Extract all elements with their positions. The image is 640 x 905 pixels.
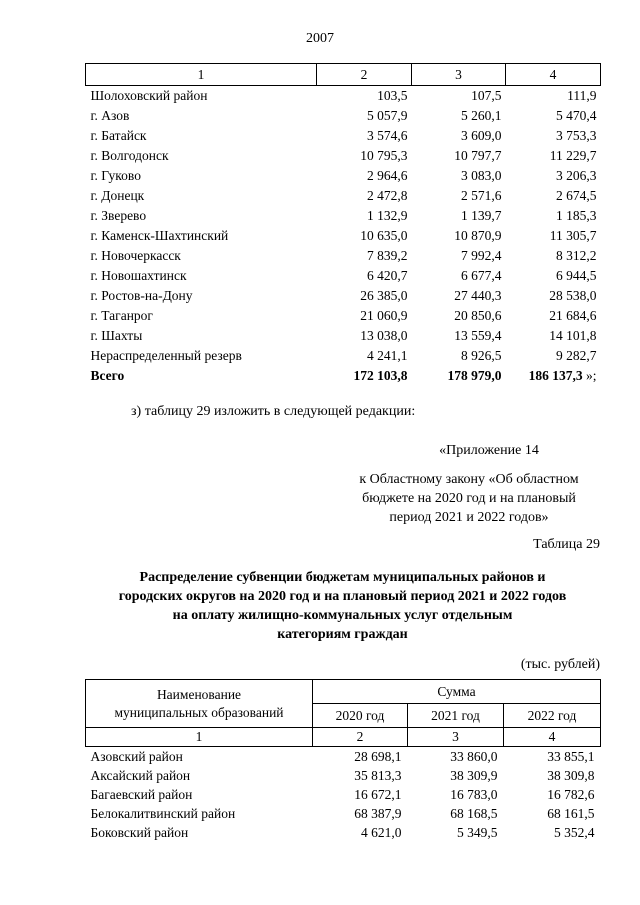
table-row (86, 166, 601, 186)
column-number: 4 (504, 728, 601, 747)
table-number: Таблица 29 (533, 537, 600, 552)
amount-cell: 3 206,3 (556, 168, 597, 183)
municipality-name: г. Таганрог (90, 308, 153, 323)
subvention-table-continued (85, 63, 601, 386)
amount-cell: 1 132,9 (367, 208, 408, 223)
table-row (86, 823, 601, 842)
units-note: (тыс. рублей) (520, 657, 600, 672)
sum-header: Сумма (313, 680, 601, 704)
table-row (86, 804, 601, 823)
amount-cell: 20 850,6 (454, 308, 502, 323)
amount-cell: 4 241,1 (367, 348, 408, 363)
table-row (86, 286, 601, 306)
amount-cell: 68 168,5 (450, 806, 498, 821)
amount-cell: 3 609,0 (461, 128, 502, 143)
appendix-heading: «Приложение 14 (439, 443, 539, 458)
column-number: 3 (408, 728, 504, 747)
municipality-name: г. Каменск-Шахтинский (90, 228, 229, 243)
total-row (86, 366, 601, 386)
column-number: 1 (86, 728, 313, 747)
table-row (86, 766, 601, 785)
appendix-line: бюджете на 2020 год и на плановый (362, 491, 576, 506)
amount-cell: 28 698,1 (354, 749, 402, 764)
amount-cell: 3 083,0 (461, 168, 502, 183)
amount-cell: 26 385,0 (360, 288, 408, 303)
amount-cell: 10 870,9 (454, 228, 502, 243)
amount-cell: 33 860,0 (450, 749, 498, 764)
appendix-reference (338, 441, 600, 527)
amount-cell: 1 139,7 (461, 208, 502, 223)
amount-cell: 10 635,0 (360, 228, 408, 243)
header-line: Наименование (156, 686, 242, 702)
amount-cell: 4 621,0 (361, 825, 402, 840)
municipality-name: г. Шахты (90, 328, 143, 343)
amount-cell: 33 855,1 (547, 749, 595, 764)
municipality-name: г. Волгодонск (90, 148, 169, 163)
table-row (86, 226, 601, 246)
amount-cell: 107,5 (471, 88, 502, 103)
amount-cell: 10 795,3 (360, 148, 408, 163)
municipality-name: Аксайский район (90, 768, 191, 783)
amount-cell: 5 470,4 (556, 108, 597, 123)
municipality-name: Багаевский район (90, 787, 193, 802)
table-row (86, 146, 601, 166)
municipality-name: Азовский район (90, 749, 183, 764)
title-line: Распределение субвенции бюджетам муниципальных районов и (139, 570, 546, 585)
amount-cell: 9 282,7 (556, 348, 597, 363)
amount-cell: 10 797,7 (454, 148, 502, 163)
amount-cell: 3 574,6 (367, 128, 408, 143)
municipality-name: г. Новочеркасск (90, 248, 181, 263)
year-header: 2022 год (504, 704, 601, 728)
table-row (86, 266, 601, 286)
amount-cell: 68 161,5 (547, 806, 595, 821)
amount-cell: 5 352,4 (554, 825, 595, 840)
amount-cell: 13 559,4 (454, 328, 502, 343)
table-row (86, 126, 601, 146)
total-2020: 172 103,8 (353, 368, 408, 383)
amount-cell: 38 309,9 (450, 768, 498, 783)
municipality-name: г. Гуково (90, 168, 141, 183)
municipality-name: г. Ростов-на-Дону (90, 288, 193, 303)
amount-cell: 7 839,2 (367, 248, 408, 263)
amount-cell: 14 101,8 (549, 328, 597, 343)
table-row (86, 326, 601, 346)
municipality-name: Нераспределенный резерв (90, 348, 242, 363)
table-row (86, 186, 601, 206)
page-number: 2007 (306, 31, 334, 46)
header-line: муниципальных образований (114, 704, 284, 720)
table-row (86, 246, 601, 266)
column-number: 2 (317, 64, 412, 86)
amount-cell: 68 387,9 (354, 806, 402, 821)
column-number: 3 (412, 64, 506, 86)
municipality-name: г. Батайск (90, 128, 147, 143)
table-row (86, 86, 601, 107)
year-header: 2021 год (408, 704, 504, 728)
municipality-name: г. Зверево (90, 208, 147, 223)
year-header: 2020 год (313, 704, 408, 728)
amount-cell: 6 944,5 (556, 268, 597, 283)
municipality-name: г. Азов (90, 108, 130, 123)
total-label: Всего (90, 368, 125, 383)
column-number: 2 (313, 728, 408, 747)
amount-cell: 111,9 (567, 88, 597, 103)
municipality-name: г. Новошахтинск (90, 268, 187, 283)
amount-cell: 8 926,5 (461, 348, 502, 363)
amount-cell: 38 309,8 (547, 768, 595, 783)
total-2022: 186 137,3 (528, 368, 583, 383)
amount-cell: 16 672,1 (354, 787, 402, 802)
municipality-name: г. Донецк (90, 188, 145, 203)
column-number: 1 (86, 64, 317, 86)
amount-cell: 5 057,9 (367, 108, 408, 123)
amount-cell: 21 060,9 (360, 308, 408, 323)
name-column-header (86, 680, 313, 728)
table-header-row (86, 64, 601, 86)
amount-cell: 21 684,6 (549, 308, 597, 323)
subvention-distribution-table (85, 679, 601, 842)
table-title (85, 568, 600, 644)
amount-cell: 103,5 (377, 88, 408, 103)
appendix-line: период 2021 и 2022 годов» (389, 510, 549, 525)
title-line: категориям граждан (277, 627, 408, 642)
municipality-name: Боковский район (90, 825, 189, 840)
amount-cell: 2 571,6 (461, 188, 502, 203)
amount-cell: 16 783,0 (450, 787, 498, 802)
amount-cell: 2 674,5 (556, 188, 597, 203)
table-row (86, 346, 601, 366)
title-line: на оплату жилищно-коммунальных услуг отдельным (172, 608, 513, 623)
total-2021: 178 979,0 (447, 368, 502, 383)
title-line: городских округов на 2020 год и на плановый период 2021 и 2022 годов (118, 589, 567, 604)
amount-cell: 1 185,3 (556, 208, 597, 223)
column-number: 4 (506, 64, 601, 86)
amount-cell: 6 677,4 (461, 268, 502, 283)
amount-cell: 8 312,2 (556, 248, 597, 263)
amount-cell: 2 472,8 (367, 188, 408, 203)
municipality-name: Шолоховский район (90, 88, 208, 103)
amount-cell: 3 753,3 (556, 128, 597, 143)
amount-cell: 35 813,3 (354, 768, 402, 783)
amount-cell: 5 260,1 (461, 108, 502, 123)
appendix-line: к Областному закону «Об областном (359, 472, 579, 487)
table-row (86, 106, 601, 126)
amount-cell: 2 964,6 (367, 168, 408, 183)
table-row (86, 306, 601, 326)
amount-cell: 5 349,5 (457, 825, 498, 840)
amount-cell: 27 440,3 (454, 288, 502, 303)
amount-cell: 16 782,6 (547, 787, 595, 802)
amount-cell: 6 420,7 (367, 268, 408, 283)
amount-cell: 28 538,0 (549, 288, 597, 303)
amount-cell: 13 038,0 (360, 328, 408, 343)
table-row (86, 206, 601, 226)
municipality-name: Белокалитвинский район (90, 806, 236, 821)
table-row (86, 785, 601, 804)
amount-cell: 11 229,7 (549, 148, 597, 163)
amount-cell: 7 992,4 (461, 248, 502, 263)
table-row (86, 747, 601, 767)
closing-quote: »; (582, 368, 597, 383)
amount-cell: 11 305,7 (549, 228, 597, 243)
amendment-instruction: з) таблицу 29 изложить в следующей редакции: (131, 404, 416, 419)
